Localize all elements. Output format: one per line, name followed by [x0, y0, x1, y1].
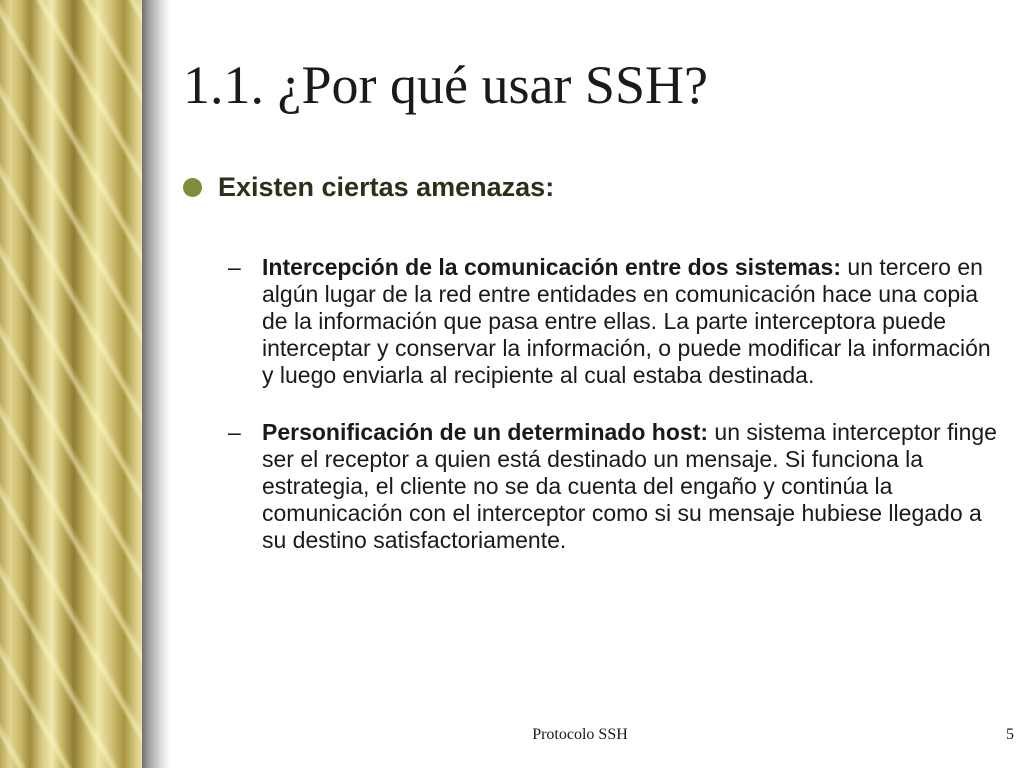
footer-text: Protocolo SSH	[532, 726, 628, 743]
sub-bullet-text	[262, 419, 998, 554]
pillar-shadow	[142, 0, 170, 768]
dash-marker: –	[228, 254, 241, 280]
sub-bullet-text	[262, 254, 998, 389]
sub-bullet-heading: Personificación de un determinado host:	[262, 419, 709, 445]
decorative-gold-pillar	[0, 0, 142, 768]
dash-marker: –	[228, 419, 241, 445]
page-number: 5	[1006, 726, 1014, 743]
sub-bullet-item	[228, 419, 998, 554]
sub-bullet-list	[228, 254, 998, 584]
sub-bullet-body: un tercero en algún lugar de la red entre entidades en comunicación hace una copia de la información que pasa entre ellas. La parte interceptora puede interceptar y conservar la información, o puede modificar la información y luego enviarla al recipiente al cual estaba destinada.	[262, 254, 991, 388]
main-bullet-text: Existen ciertas amenazas:	[218, 172, 555, 202]
sub-bullet-item	[228, 254, 998, 389]
bullet-dot-icon	[183, 178, 202, 197]
slide-title: 1.1. ¿Por qué usar SSH?	[183, 55, 708, 115]
sub-bullet-heading: Intercepción de la comunicación entre dos sistemas:	[262, 254, 842, 280]
main-bullet	[183, 172, 554, 203]
sub-bullet-body: un sistema interceptor finge ser el receptor a quien está destinado un mensaje. Si funciona la estrategia, el cliente no se da cuenta del engaño y continúa la comunicación con el interceptor como si su mensaje hubiese llegado a su destino satisfactoriamente.	[262, 419, 997, 553]
